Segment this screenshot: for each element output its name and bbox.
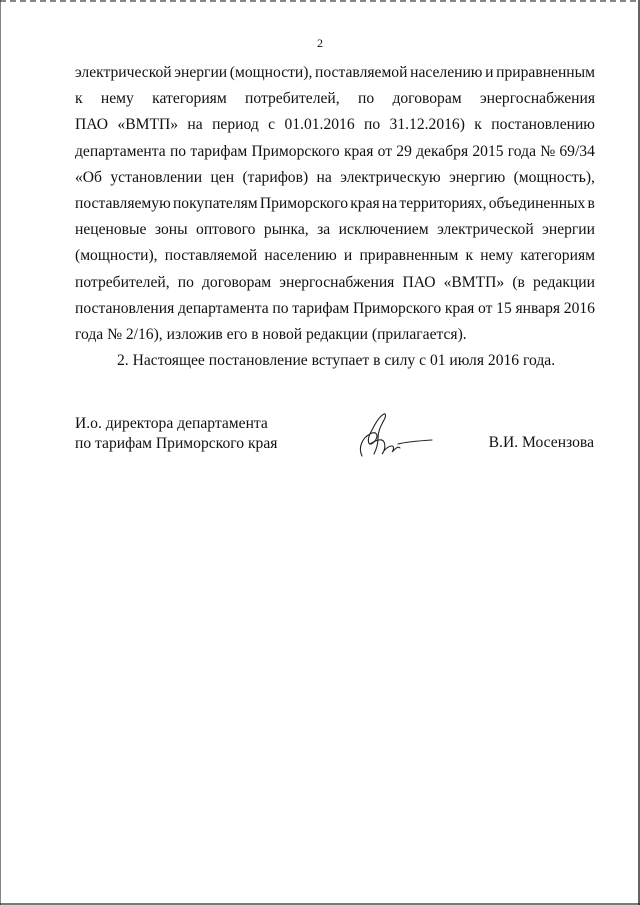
word: период — [212, 116, 259, 134]
word: оптового — [196, 221, 256, 239]
word: редакции — [533, 273, 595, 291]
body-line — [75, 243, 595, 269]
body-line — [75, 296, 595, 322]
word: электрическую — [340, 168, 441, 186]
scan-edge-left — [0, 0, 1, 905]
word: зоны — [154, 221, 188, 239]
document-body — [75, 60, 595, 374]
word: населению — [410, 64, 483, 81]
word: потребителей, — [75, 273, 170, 291]
word: с — [268, 116, 276, 134]
word: и — [485, 64, 494, 81]
paragraph-1-last-line: года № 2/16), изложив его в новой редакции (прилагается). — [75, 325, 467, 343]
word: на — [381, 194, 398, 212]
word: 31.12.2016) — [389, 116, 465, 134]
signer-name: В.И. Мосензова — [488, 434, 594, 451]
word: нему — [480, 247, 514, 265]
body-line — [75, 86, 595, 112]
word: договорам — [392, 90, 462, 108]
word: (мощность), — [513, 168, 595, 186]
body-line — [75, 165, 595, 191]
word: 15 — [496, 299, 512, 317]
word: края — [343, 142, 374, 160]
word: по — [177, 273, 194, 291]
word: тарифам — [292, 299, 350, 317]
word: ПАО — [75, 116, 109, 134]
word: ПАО — [402, 273, 436, 291]
signature-position-line-1: И.о. директора департамента — [75, 415, 268, 432]
word: края — [444, 299, 475, 317]
word: Приморского — [259, 194, 349, 212]
handwritten-signature — [340, 408, 440, 464]
scan-edge-top — [0, 0, 640, 2]
word: категориям — [520, 247, 595, 265]
word: поставляемую — [75, 194, 171, 212]
word: к — [75, 90, 83, 108]
word: к — [465, 247, 474, 265]
body-line — [75, 191, 595, 217]
word: энергоснабжения — [279, 273, 395, 291]
word: декабря — [416, 142, 469, 160]
body-line — [75, 139, 595, 165]
word: № — [540, 142, 556, 160]
word: (мощности), — [75, 247, 158, 265]
word: приравненным — [359, 247, 459, 265]
word: «ВМТП» — [443, 273, 505, 291]
word: поставляемой — [164, 247, 258, 265]
body-line — [75, 60, 595, 86]
word: 69/34 — [559, 142, 595, 160]
word: электрической — [437, 221, 534, 239]
word: «Об — [75, 168, 102, 186]
word: рынка, — [263, 221, 309, 239]
word: категориям — [152, 90, 227, 108]
word: департамента — [177, 299, 269, 317]
word: нему — [100, 90, 134, 108]
word: тарифам — [190, 142, 248, 160]
word: и — [343, 247, 353, 265]
word: установлении — [110, 168, 203, 186]
word: (мощности), — [229, 64, 313, 81]
word: департамента — [75, 142, 166, 160]
word: года — [507, 142, 537, 160]
word: на — [316, 168, 332, 186]
word: электрической — [75, 64, 172, 81]
word: населению — [264, 247, 337, 265]
paragraph-1 — [75, 60, 595, 322]
word: «ВМТП» — [117, 116, 179, 134]
page-number: 2 — [317, 36, 323, 50]
word: 2016 — [563, 299, 595, 317]
word: неценовые — [75, 221, 147, 239]
body-line — [75, 270, 595, 296]
signature-position — [75, 414, 277, 454]
word: (в — [512, 273, 525, 291]
word: по — [169, 142, 187, 160]
word: потребителей, — [245, 90, 340, 108]
word: за — [317, 221, 331, 239]
word: постановления — [75, 299, 175, 317]
word: договорам — [202, 273, 272, 291]
word: 2015 — [472, 142, 504, 160]
word: 29 — [396, 142, 412, 160]
body-line — [75, 217, 595, 243]
word: приравненным — [496, 64, 595, 81]
body-line — [75, 112, 595, 138]
word: объединенных — [488, 194, 586, 212]
word: в — [587, 194, 595, 212]
word: края — [350, 194, 380, 212]
word: постановлению — [491, 116, 595, 134]
word: 01.01.2016 — [284, 116, 355, 134]
word: (тарифов) — [242, 168, 309, 186]
word: энергии — [542, 221, 595, 239]
paragraph-2: 2. Настоящее постановление вступает в силу с 01 июля 2016 года. — [117, 352, 556, 370]
word: Приморского — [251, 142, 340, 160]
word: к — [474, 116, 482, 134]
word: энергию — [449, 168, 506, 186]
signature-position-line-2: по тарифам Приморского края — [75, 435, 278, 452]
word: покупателям — [172, 194, 258, 212]
word: цен — [210, 168, 235, 186]
word: по — [364, 116, 381, 134]
word: энергии — [174, 64, 228, 81]
word: на — [187, 116, 203, 134]
word: от — [478, 299, 493, 317]
word: января — [515, 299, 561, 317]
word: Приморского — [352, 299, 442, 317]
word: по — [272, 299, 289, 317]
word: поставляемой — [315, 64, 408, 81]
word: по — [357, 90, 375, 108]
word: исключением — [338, 221, 429, 239]
word: энергоснабжения — [479, 90, 595, 108]
word: от — [377, 142, 393, 160]
word: территориях, — [399, 194, 487, 212]
